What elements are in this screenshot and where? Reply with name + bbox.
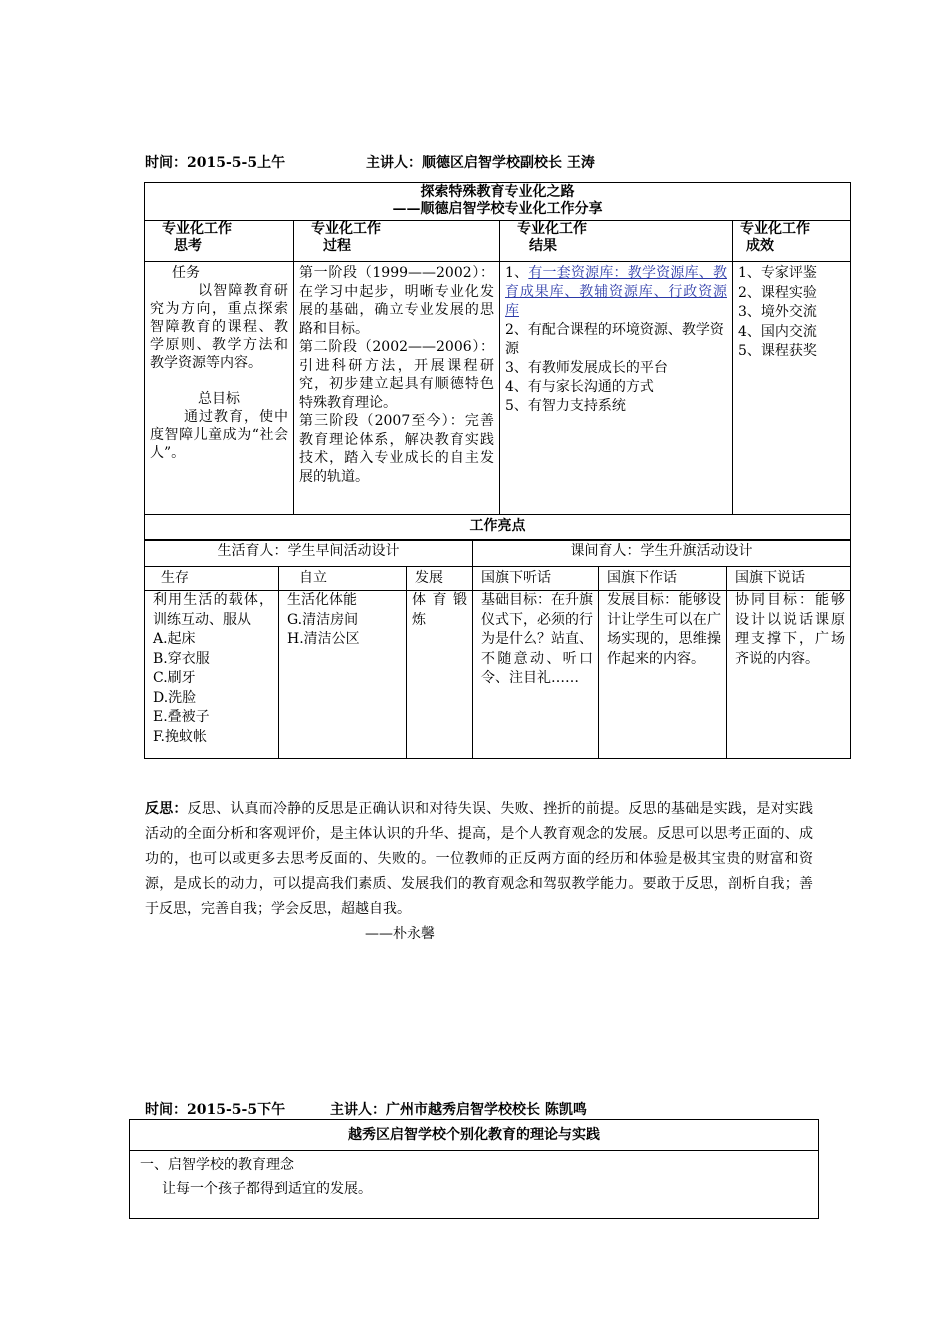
survive-text: 利用生活的载体，训练互动、服从 xyxy=(153,592,273,628)
reflection-author: ——朴永馨 xyxy=(365,926,435,942)
result-item: 5、有智力支持系统 xyxy=(505,398,626,414)
speaker-label-1: 主讲人：顺德区启智学校副校长 王涛 xyxy=(366,155,595,171)
speaker-label-2: 主讲人：广州市越秀启智学校校长 陈凯鸣 xyxy=(330,1102,587,1118)
resource-library-link[interactable]: 有一套资源库：教学资源库、教育成果库、教辅资源库、行政资源库 xyxy=(505,265,727,319)
act-cell: 发展目标：能够设计让学生可以在广场实现的，思维操作起来的内容。 xyxy=(599,591,727,759)
life-education-title: 生活育人：学生早间活动设计 xyxy=(145,540,473,567)
selfcare-item: G.清洁房间 xyxy=(287,611,359,628)
survive-item: E.叠被子 xyxy=(153,709,210,725)
table2-line: 让每一个孩子都得到适宜的发展。 xyxy=(162,1181,372,1197)
selfcare-item: H.清洁公区 xyxy=(287,631,360,647)
sub-header-develop: 发展 xyxy=(407,567,473,591)
effects-cell xyxy=(733,262,851,515)
selfcare-cell xyxy=(279,591,407,759)
result-item: 2、有配合课程的环境资源、教学资源 xyxy=(505,322,724,357)
effect-item: 1、专家评鉴 xyxy=(738,265,817,281)
table-subtitle: ——顺德启智学校专业化工作分享 xyxy=(392,201,603,217)
effect-item: 3、境外交流 xyxy=(738,304,817,320)
time-label-1: 时间：2015-5-5上午 xyxy=(145,155,286,171)
table-title: 探索特殊教育专业化之路 xyxy=(420,184,575,200)
goal-title: 总目标 xyxy=(198,391,240,407)
survive-item: A.起床 xyxy=(153,631,196,647)
effect-item: 4、国内交流 xyxy=(738,323,817,340)
develop-cell: 体育锻炼 xyxy=(407,591,473,759)
stage-2: 第二阶段（2002——2006）：引进科研方法，开展课程研究，初步建立起具有顺德特色特殊教育理论。 xyxy=(299,339,494,411)
task-text: 以智障教育研究为方向，重点探索智障教育的课程、教学原则、教学方法和教学资源等内容。 xyxy=(150,283,288,371)
col-header-thinking: 专业化工作 思考 xyxy=(145,221,294,262)
sub-header-selfcare: 自立 xyxy=(279,567,407,591)
stage-1: 第一阶段（1999——2002）：在学习中起步，明晰专业化发展的基础，确立专业发展的思路和目标。 xyxy=(299,265,494,337)
results-cell: 1、有一套资源库：教学资源库、教育成果库、教辅资源库、行政资源库 2、有配合课程的环境资源、教学资源 3、有教师发展成长的平台 4、有与家长沟通的方式 5、有智力支持系统 xyxy=(500,262,733,515)
process-cell xyxy=(294,262,500,515)
class-education-title: 课间育人：学生升旗活动设计 xyxy=(473,540,851,567)
reflection-paragraph xyxy=(145,797,813,922)
highlights-table xyxy=(144,539,851,759)
sub-header-survive: 生存 xyxy=(145,567,279,591)
professionalization-table xyxy=(144,182,851,541)
survive-item: C.刷牙 xyxy=(153,670,196,686)
survive-cell xyxy=(145,591,279,759)
sub-header-act: 国旗下作话 xyxy=(599,567,727,591)
table2-title: 越秀区启智学校个别化教育的理论与实践 xyxy=(130,1120,819,1151)
sub-header-speak: 国旗下说话 xyxy=(727,567,851,591)
reflection-label: 反思： xyxy=(145,801,188,817)
goal-text: 通过教育，使中度智障儿童成为“社会人”。 xyxy=(150,409,288,461)
table2-body xyxy=(130,1151,819,1219)
task-title: 任务 xyxy=(172,265,200,281)
col-header-results: 专业化工作 结果 xyxy=(500,221,733,262)
survive-item: D.洗脸 xyxy=(153,689,197,706)
time-label-2: 时间：2015-5-5下午 xyxy=(145,1102,286,1118)
table-title-cell xyxy=(145,183,851,221)
reflection-text: 反思、认真而冷静的反思是正确认识和对待失误、失败、挫折的前提。反思的基础是实践，是对实践活动的全面分析和客观评价，是主体认识的升华、提高，是个人教育观念的发展。反思可以思考正面的、成功的，也可以或更多去思考反面的、失败的。一位教师的正反两方面的经历和体验是极其宝贵的财富和资源，是成长的动力，可以提高我们素质、发展我们的教育观念和驾驭教学能力。要敢于反思，剖析自我；善于反思，完善自我；学会反思，超越自我。 xyxy=(145,801,814,917)
result-item: 3、有教师发展成长的平台 xyxy=(505,360,668,376)
stage-3: 第三阶段（2007至今）：完善教育理论体系，解决教育实践技术，踏入专业成长的自主发展的轨道。 xyxy=(299,413,494,485)
listen-cell: 基础目标：在升旗仪式下，必须的行为是什么？站直、不随意动、听口令、注目礼…… xyxy=(473,591,599,759)
col-header-process: 专业化工作 过程 xyxy=(294,221,500,262)
survive-item: F.挽蚊帐 xyxy=(153,728,207,745)
survive-item: B.穿衣服 xyxy=(153,650,210,667)
result-item: 4、有与家长沟通的方式 xyxy=(505,379,654,395)
individualized-education-table xyxy=(129,1119,819,1219)
speak-cell: 协同目标：能够设计以说话课原理支撑下，广场齐说的内容。 xyxy=(727,591,851,759)
sub-header-listen: 国旗下听话 xyxy=(473,567,599,591)
highlights-label: 工作亮点 xyxy=(145,515,851,541)
effect-item: 2、课程实验 xyxy=(738,284,817,301)
selfcare-text: 生活化体能 xyxy=(287,592,357,608)
col-header-effects: 专业化工作 成效 xyxy=(733,221,851,262)
effect-item: 5、课程获奖 xyxy=(738,343,817,359)
thinking-cell xyxy=(145,262,294,515)
table2-heading: 一、启智学校的教育理念 xyxy=(140,1157,294,1173)
